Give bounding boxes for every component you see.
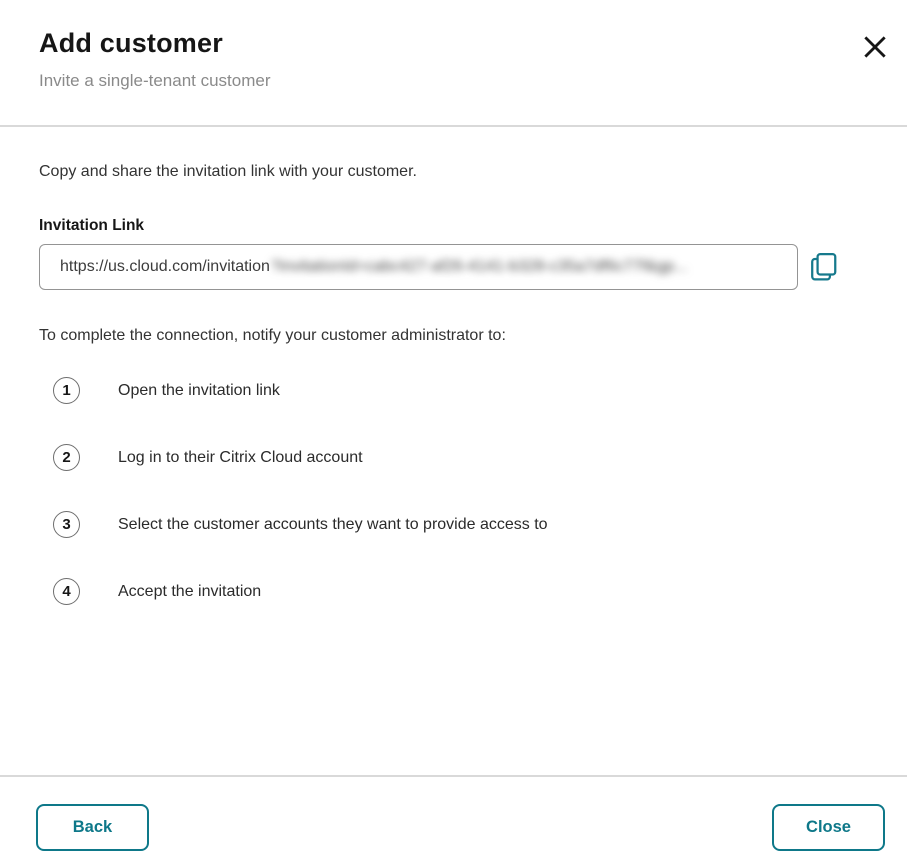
step-number-badge: 3 bbox=[53, 511, 80, 538]
invitation-link-row bbox=[39, 244, 885, 290]
step-text: Log in to their Citrix Cloud account bbox=[118, 448, 363, 466]
steps-list bbox=[39, 377, 885, 605]
invitation-link-redacted-text: ?invitationId=cabc427-af26-4141-b328-c35a7df6c77f&gp... bbox=[270, 258, 688, 275]
copy-icon[interactable] bbox=[809, 251, 839, 283]
page-subtitle: Invite a single-tenant customer bbox=[39, 71, 271, 90]
close-button[interactable]: Close bbox=[772, 804, 885, 851]
step-item-4 bbox=[39, 578, 885, 605]
invitation-link-visible-text: https://us.cloud.com/invitation bbox=[60, 258, 270, 275]
step-item-2 bbox=[39, 444, 885, 471]
invitation-link-label: Invitation Link bbox=[39, 217, 145, 234]
dialog-header bbox=[0, 0, 907, 91]
step-number-badge: 4 bbox=[53, 578, 80, 605]
step-item-1 bbox=[39, 377, 885, 404]
dialog-footer bbox=[0, 775, 907, 868]
step-number-badge: 2 bbox=[53, 444, 80, 471]
step-item-3 bbox=[39, 511, 885, 538]
invitation-link-input[interactable] bbox=[39, 244, 798, 290]
close-icon[interactable] bbox=[858, 30, 892, 64]
page-title: Add customer bbox=[39, 28, 223, 58]
instruction-text: Copy and share the invitation link with your customer. bbox=[39, 163, 417, 180]
step-text: Accept the invitation bbox=[118, 582, 262, 600]
header-divider bbox=[0, 125, 907, 127]
steps-intro-text: To complete the connection, notify your customer administrator to: bbox=[39, 327, 506, 344]
step-text: Select the customer accounts they want to provide access to bbox=[118, 515, 548, 533]
back-button[interactable]: Back bbox=[36, 804, 149, 851]
dialog-body bbox=[0, 163, 907, 605]
step-text: Open the invitation link bbox=[118, 381, 280, 399]
step-number-badge: 1 bbox=[53, 377, 80, 404]
